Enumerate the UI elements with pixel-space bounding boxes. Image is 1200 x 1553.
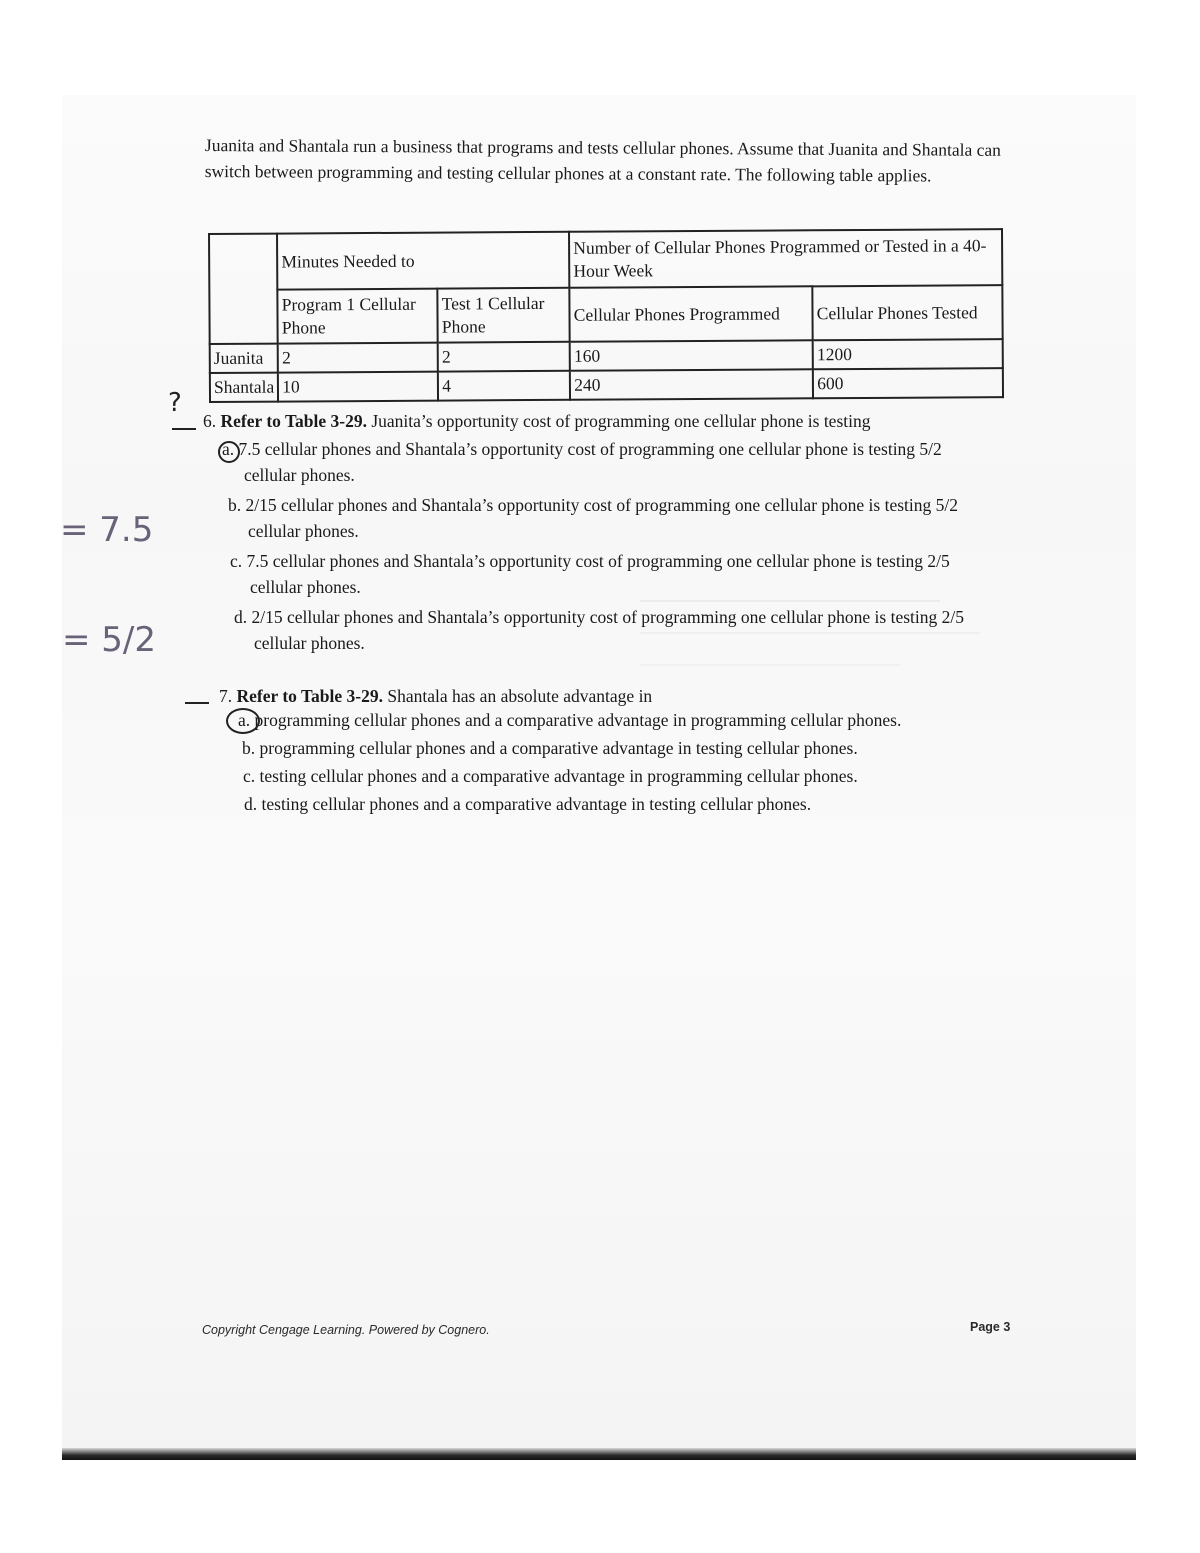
option-text: 2/15 cellular phones and Shantala’s opportunity cost of programming one cellular phone is testing 2/5 xyxy=(251,607,964,627)
table-row xyxy=(210,368,1003,402)
subheader-test: Test 1 Cellular Phone xyxy=(438,288,570,343)
row-name: Juanita xyxy=(210,344,278,373)
option-text-cont: cellular phones. xyxy=(250,577,361,597)
option-letter: d. xyxy=(244,794,258,814)
table-3-29 xyxy=(208,228,1004,403)
option-letter: b. xyxy=(242,738,256,758)
q7-option-c xyxy=(243,763,983,789)
question-7 xyxy=(219,683,1009,709)
intro-paragraph: Juanita and Shantala run a business that programs and tests cellular phones. Assume that Juanita and Shantala can switch between programming and testing cellular phones at a constant rate. The following table applies. xyxy=(204,134,1002,186)
option-letter: b. xyxy=(228,495,242,515)
subheader-program: Program 1 Cellular Phone xyxy=(278,289,438,344)
option-text-cont: cellular phones. xyxy=(254,633,365,653)
cell-tested: 600 xyxy=(813,368,1003,398)
question-ref: Refer to Table 3-29. xyxy=(236,686,383,706)
corner-cell xyxy=(209,234,278,344)
option-text: testing cellular phones and a comparative advantage in testing cellular phones. xyxy=(261,794,812,814)
cell-programmed: 240 xyxy=(570,369,813,399)
handwritten-calc-5-2: = 5/2 xyxy=(62,620,157,660)
q6-option-d xyxy=(234,604,974,656)
cell-program: 10 xyxy=(278,372,438,402)
option-text: 2/15 cellular phones and Shantala’s opportunity cost of programming one cellular phone is testing 5/2 xyxy=(245,495,958,515)
answer-circle xyxy=(218,441,240,463)
handwritten-question-mark: ? xyxy=(168,388,182,418)
option-letter: d. xyxy=(234,607,248,627)
answer-circle xyxy=(226,708,260,734)
cell-programmed: 160 xyxy=(570,340,813,370)
question-stem: Juanita’s opportunity cost of programming one cellular phone is testing xyxy=(371,411,871,431)
option-text: 7.5 cellular phones and Shantala’s opportunity cost of programming one cellular phone is testing 2/5 xyxy=(246,551,950,571)
row-name: Shantala xyxy=(210,373,278,402)
question-6 xyxy=(203,408,993,434)
q6-option-c xyxy=(230,548,970,600)
q6-option-a xyxy=(222,436,962,488)
option-letter: a. xyxy=(238,710,251,730)
option-text: programming cellular phones and a comparative advantage in programming cellular phones. xyxy=(254,710,902,730)
question-number: 6. xyxy=(203,411,217,431)
cell-test: 4 xyxy=(438,371,570,401)
cell-test: 2 xyxy=(438,342,570,372)
header-number: Number of Cellular Phones Programmed or Tested in a 40-Hour Week xyxy=(569,229,1002,288)
handwritten-calc-7-5: = 7.5 xyxy=(60,510,154,550)
option-text: 7.5 cellular phones and Shantala’s opportunity cost of programming one cellular phone is testing 5/2 xyxy=(238,439,942,459)
table-subheader-row xyxy=(209,285,1003,344)
option-text: testing cellular phones and a comparative advantage in programming cellular phones. xyxy=(259,766,858,786)
cell-program: 2 xyxy=(278,343,438,373)
option-text-cont: cellular phones. xyxy=(244,465,355,485)
option-letter: c. xyxy=(243,766,256,786)
question-stem: Shantala has an absolute advantage in xyxy=(387,686,653,706)
q7-option-a xyxy=(238,707,978,733)
subheader-tested: Cellular Phones Tested xyxy=(813,285,1003,340)
table-header-row xyxy=(209,229,1003,290)
q7-option-d xyxy=(244,791,984,817)
question-ref: Refer to Table 3-29. xyxy=(220,411,367,431)
cell-tested: 1200 xyxy=(813,339,1003,369)
header-minutes: Minutes Needed to xyxy=(277,232,569,290)
option-text: programming cellular phones and a comparative advantage in testing cellular phones. xyxy=(259,738,858,758)
question-number: 7. xyxy=(219,686,233,706)
q6-option-b xyxy=(228,492,968,544)
footer-page-number: Page 3 xyxy=(970,1320,1011,1334)
subheader-programmed: Cellular Phones Programmed xyxy=(570,286,813,341)
option-letter: a. xyxy=(222,439,235,459)
option-letter: c. xyxy=(230,551,243,571)
option-text-cont: cellular phones. xyxy=(248,521,359,541)
footer-copyright: Copyright Cengage Learning. Powered by Cognero. xyxy=(202,1323,490,1337)
answer-blank-q6 xyxy=(172,428,196,430)
answer-blank-q7 xyxy=(185,702,209,704)
q7-option-b xyxy=(242,735,982,761)
